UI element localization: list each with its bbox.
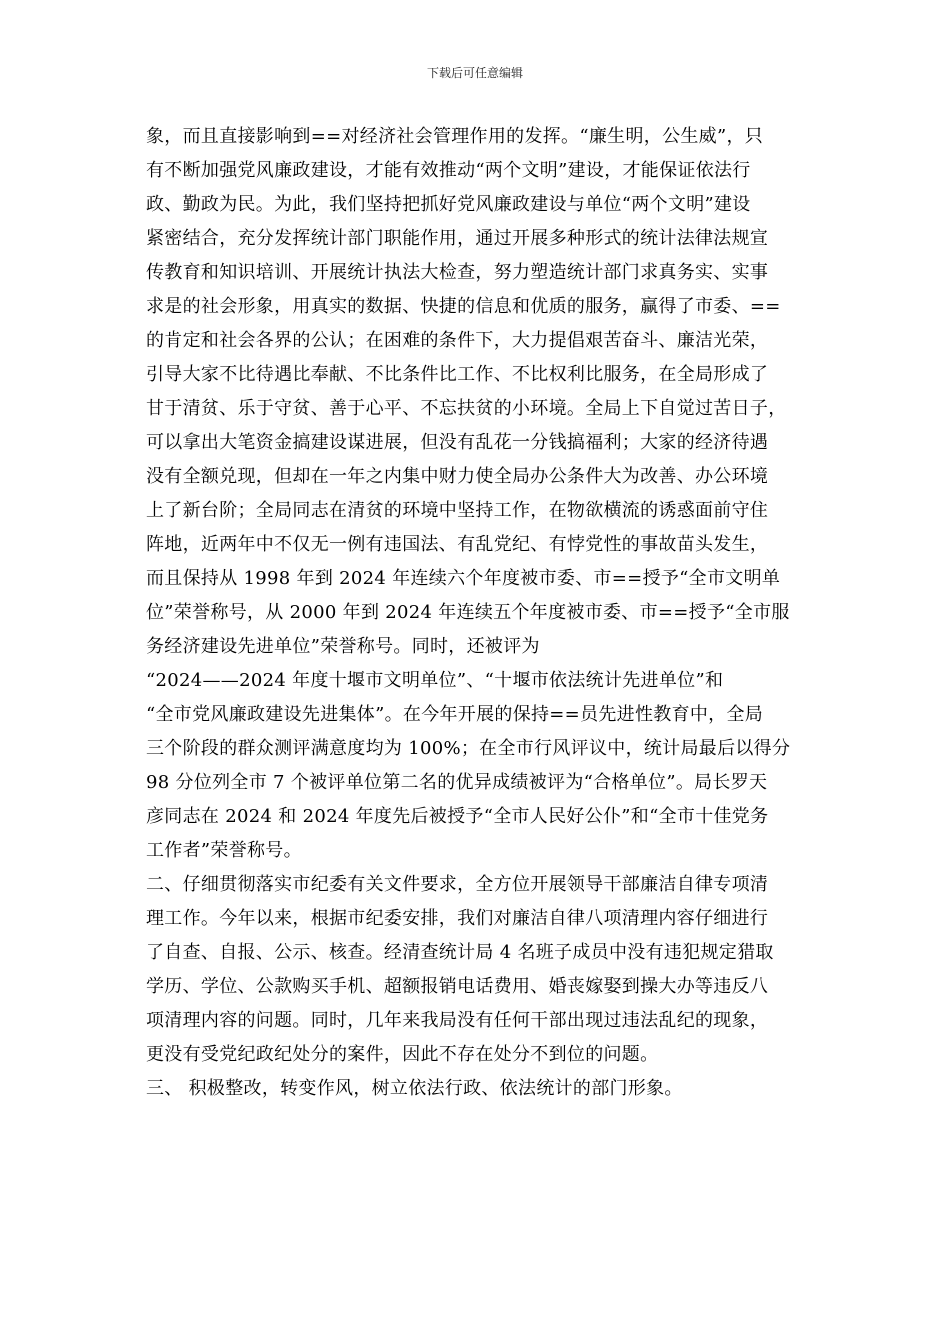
text-line: 98 分位列全市 7 个被评单位第二名的优异成绩被评为“合格单位”。局长罗天 xyxy=(146,772,768,793)
text-line: “全市党风廉政建设先进集体”。在今年开展的保持==员先进性教育中，全局 xyxy=(146,704,764,725)
text-line: 紧密结合，充分发挥统计部门职能作用，通过开展多种形式的统计法律法规宣 xyxy=(146,228,769,249)
text-line: 理工作。今年以来，根据市纪委安排，我们对廉洁自律八项清理内容仔细进行 xyxy=(146,908,769,929)
text-line: 阵地，近两年中不仅无一例有违国法、有乱党纪、有悖党性的事故苗头发生， xyxy=(146,534,769,555)
text-line: 彦同志在 2024 和 2024 年度先后被授予“全市人民好公仆”和“全市十佳党务 xyxy=(146,806,769,827)
page-header: 下载后可任意编辑 xyxy=(426,66,523,80)
text-line: 上了新台阶；全局同志在清贫的环境中坚持工作，在物欲横流的诱惑面前守住 xyxy=(146,500,769,521)
text-line: 政、勤政为民。为此，我们坚持把抓好党风廉政建设与单位“两个文明”建设 xyxy=(146,194,751,215)
text-line: 学历、学位、公款购买手机、超额报销电话费用、婚丧嫁娶到操大办等违反八 xyxy=(146,976,769,997)
text-line: 传教育和知识培训、开展统计执法大检查，努力塑造统计部门求真务实、实事 xyxy=(146,262,769,283)
text-line: 务经济建设先进单位”荣誉称号。同时，还被评为 xyxy=(146,636,540,657)
text-line: 没有全额兑现，但却在一年之内集中财力使全局办公条件大为改善、办公环境 xyxy=(146,466,769,487)
text-line: 工作者”荣誉称号。 xyxy=(146,840,302,861)
section-heading-line: 三、 积极整改，转变作风，树立依法行政、依法统计的部门形象。 xyxy=(146,1078,683,1099)
text-line: 引导大家不比待遇比奉献、不比条件比工作、不比权利比服务，在全局形成了 xyxy=(146,364,769,385)
text-line: 更没有受党纪政纪处分的案件，因此不存在处分不到位的问题。 xyxy=(146,1044,659,1065)
text-line: 位”荣誉称号，从 2000 年到 2024 年连续五个年度被市委、市==授予“全市服 xyxy=(146,602,790,623)
text-line: 了自查、自报、公示、核查。经清查统计局 4 名班子成员中没有违犯规定猎取 xyxy=(146,942,774,963)
text-line: 三个阶段的群众测评满意度均为 100%；在全市行风评议中，统计局最后以得分 xyxy=(146,738,791,759)
text-line: 项清理内容的问题。同时，几年来我局没有任何干部出现过违法乱纪的现象， xyxy=(146,1010,769,1031)
text-line: 而且保持从 1998 年到 2024 年连续六个年度被市委、市==授予“全市文明单 xyxy=(146,568,781,589)
text-line: 的肯定和社会各界的公认；在困难的条件下，大力提倡艰苦奋斗、廉洁光荣， xyxy=(146,330,769,351)
text-line: 有不断加强党风廉政建设，才能有效推动“两个文明”建设，才能保证依法行 xyxy=(146,160,751,181)
text-line: 求是的社会形象，用真实的数据、快捷的信息和优质的服务，赢得了市委、== xyxy=(146,296,781,317)
text-line: “2024——2024 年度十堰市文明单位”、“十堰市依法统计先进单位”和 xyxy=(146,670,724,691)
text-line: 象，而且直接影响到==对经济社会管理作用的发挥。“廉生明，公生威”，只 xyxy=(146,126,764,147)
document-body xyxy=(146,120,818,1106)
section-heading-line: 二、仔细贯彻落实市纪委有关文件要求，全方位开展领导干部廉洁自律专项清 xyxy=(146,874,769,895)
text-line: 甘于清贫、乐于守贫、善于心平、不忘扶贫的小环境。全局上下自觉过苦日子， xyxy=(146,398,787,419)
text-line: 可以拿出大笔资金搞建设谋进展，但没有乱花一分钱搞福利；大家的经济待遇 xyxy=(146,432,769,453)
